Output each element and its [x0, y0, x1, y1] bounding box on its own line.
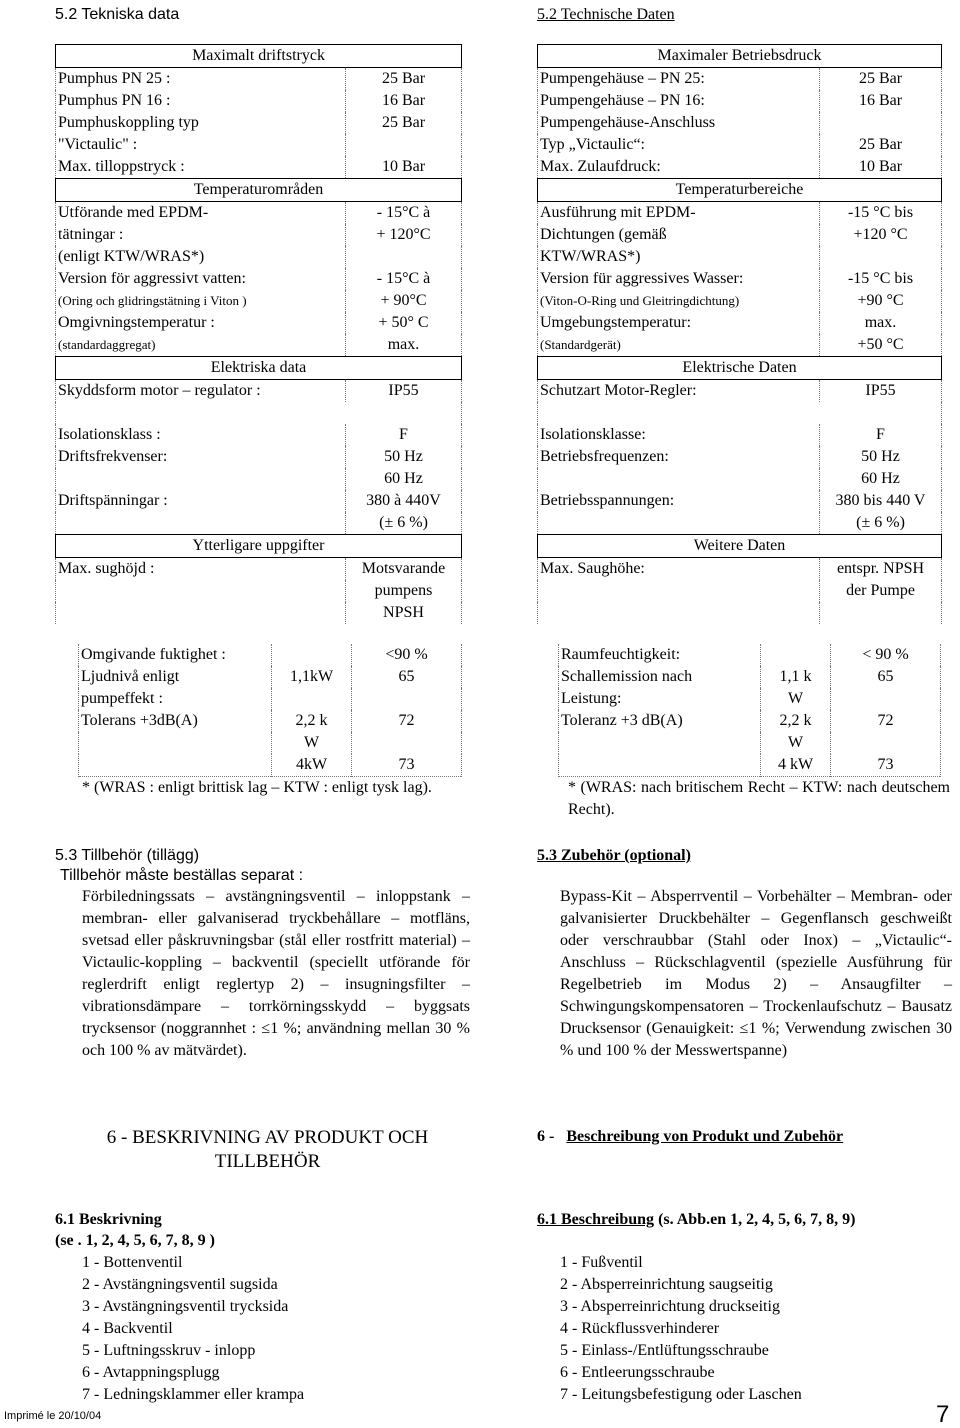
- page-number: 7: [936, 1401, 950, 1428]
- env-cell-c: [352, 688, 462, 710]
- list-item: 5 - Einlass-/Entlüftungsschraube: [560, 1342, 769, 1359]
- row-value: [346, 134, 462, 156]
- table-header-cell: Weitere Daten: [538, 535, 942, 558]
- table-header-row: [538, 179, 942, 202]
- table-row: [56, 290, 462, 312]
- row-label: Max. Saughöhe:: [540, 560, 645, 577]
- table-row: [538, 202, 942, 225]
- env-cell-a: Raumfeuchtigkeit:: [559, 644, 761, 666]
- env-cell-c: 65: [352, 666, 462, 688]
- table-row: [56, 268, 462, 290]
- subsection-title-left: 6.1 Beskrivning: [55, 1211, 162, 1228]
- row-value: [346, 246, 462, 268]
- list-item: 3 - Avstängningsventil trycksida: [82, 1298, 289, 1315]
- row-label: Pumpengehäuse – PN 16:: [540, 92, 705, 109]
- row-value: 50 Hz: [346, 446, 462, 468]
- env-cell-b: W: [761, 688, 831, 710]
- table-row: [56, 468, 462, 490]
- table-header-row: [538, 45, 942, 68]
- table-row: [538, 580, 942, 602]
- env-cell-a: [79, 754, 272, 777]
- row-label: tätningar :: [58, 226, 124, 243]
- list-item: 1 - Bottenventil: [82, 1254, 183, 1271]
- row-value: [820, 112, 942, 134]
- table-row: [56, 490, 462, 512]
- env-cell-c: 73: [352, 754, 462, 777]
- table-row: [56, 380, 462, 403]
- component-list-left: [82, 1252, 304, 1406]
- row-label: Pumphuskoppling typ: [58, 114, 199, 131]
- env-table-left: [78, 644, 462, 777]
- table-row: [538, 312, 942, 334]
- accessories-title-left: 5.3 Tillbehör (tillägg): [55, 847, 200, 864]
- env-cell-b: 4 kW: [761, 754, 831, 777]
- list-item: 1 - Fußventil: [560, 1254, 643, 1271]
- row-value: 10 Bar: [820, 156, 942, 179]
- table-row: [538, 112, 942, 134]
- accessories-text-right: Bypass-Kit – Absperrventil – Vorbehälter – Membran- oder galvanisierter Druckbehälter – Gegenflansch geschweißt oder verschraubbar (Stahl oder Inox) – „Victaulic“-Anschluss – Rückschlagventil (spezielle Ausführung für Regelbetrieb im Modus 2) – Ansaugfilter – Schwingungskompensatoren – Trockenlaufschutz – Bausatz Drucksensor (Genauigkeit: ≤1 %; Verwendung zwischen 30 % und 100 % der Messwertspanne): [560, 888, 952, 1059]
- row-value: + 90°C: [346, 290, 462, 312]
- table-header-cell: Temperaturbereiche: [538, 179, 942, 202]
- env-cell-a: Schallemission nach: [559, 666, 761, 688]
- row-value: F: [346, 424, 462, 446]
- table-row: [56, 134, 462, 156]
- row-label: (Viton-O-Ring und Gleitringdichtung): [540, 293, 740, 308]
- env-row: [79, 754, 462, 777]
- list-item: 7 - Leitungsbefestigung oder Laschen: [560, 1386, 802, 1403]
- env-cell-c: [831, 732, 941, 754]
- env-cell-b: 2,2 k: [272, 710, 352, 732]
- table-row: [538, 224, 942, 246]
- table-row: [56, 512, 462, 535]
- table-row: [538, 334, 942, 357]
- row-value: der Pumpe: [820, 580, 942, 602]
- table-row: [56, 334, 462, 357]
- table-row: [56, 224, 462, 246]
- env-cell-b: W: [761, 732, 831, 754]
- row-label: (Oring och glidringstätning i Viton ): [58, 293, 247, 308]
- table-row: [538, 380, 942, 403]
- env-cell-c: < 90 %: [831, 644, 941, 666]
- row-value: max.: [820, 312, 942, 334]
- env-row: [559, 688, 941, 710]
- row-value: 380 bis 440 V: [820, 490, 942, 512]
- table-header-cell: Ytterligare uppgifter: [56, 535, 462, 558]
- env-cell-c: 72: [831, 710, 941, 732]
- row-label: Pumphus PN 16 :: [58, 92, 171, 109]
- row-label: Schutzart Motor-Regler:: [540, 382, 697, 399]
- row-label: Typ „Victaulic“:: [540, 136, 645, 153]
- table-row: [56, 246, 462, 268]
- table-header-row: [56, 535, 462, 558]
- row-value: +120 °C: [820, 224, 942, 246]
- printed-date: Imprimé le 20/10/04: [4, 1410, 102, 1422]
- list-item: 6 - Avtappningsplugg: [82, 1364, 220, 1381]
- table-row: [538, 90, 942, 112]
- env-cell-a: [79, 732, 272, 754]
- accessories-text-left: Förbiledningssats – avstängningsventil – inloppstank – membran- eller galvaniserad tryckbehållare – motfläns, svetsad eller påskruvningsbar (stål eller rostfritt material) – Victaulic-koppling – backventil (speciellt utförande för reglerdrift enligt reglertyp 2) – insugningsfilter – vibrationsdämpare – torrkörningsskydd – byggsats trycksensor (noggrannhet : ≤1 %; användning mellan 30 % och 100 % av mätvärdet).: [82, 888, 470, 1059]
- env-cell-c: 72: [352, 710, 462, 732]
- table-row: [56, 580, 462, 602]
- row-label: Version für aggressives Wasser:: [540, 270, 744, 287]
- row-label: KTW/WRAS*): [540, 248, 641, 265]
- env-cell-b: 1,1 k: [761, 666, 831, 688]
- row-label: Max. sughöjd :: [58, 560, 155, 577]
- env-row: [559, 732, 941, 754]
- table-gap-row: [538, 402, 942, 424]
- table-header-cell: Temperaturområden: [56, 179, 462, 202]
- row-label: Dichtungen (gemäß: [540, 226, 667, 243]
- env-row: [79, 710, 462, 732]
- list-item: 3 - Absperreinrichtung druckseitig: [560, 1298, 780, 1315]
- table-row: [538, 68, 942, 91]
- table-row: [56, 602, 462, 624]
- row-label: Betriebsfrequenzen:: [540, 448, 669, 465]
- tech-table-left: [55, 44, 462, 624]
- row-label: Umgebungstemperatur:: [540, 314, 692, 331]
- env-cell-a: Omgivande fuktighet :: [79, 644, 272, 666]
- env-cell-c: 73: [831, 754, 941, 777]
- table-gap-row: [56, 402, 462, 424]
- table-row: [56, 558, 462, 581]
- accessories-intro-left: Tillbehör måste beställas separat :: [60, 867, 304, 884]
- row-label: Pumphus PN 25 :: [58, 70, 171, 87]
- env-cell-a: Tolerans +3dB(A): [79, 710, 272, 732]
- subsection-ref-left: (se . 1, 2, 4, 5, 6, 7, 8, 9 ): [55, 1232, 215, 1249]
- row-value: max.: [346, 334, 462, 357]
- row-value: 10 Bar: [346, 156, 462, 179]
- list-item: 2 - Absperreinrichtung saugseitig: [560, 1276, 773, 1293]
- table-row: [538, 156, 942, 179]
- row-label: Max. tilloppstryck :: [58, 158, 185, 175]
- table-row: [56, 68, 462, 91]
- table-row: [538, 602, 942, 624]
- env-cell-b: [272, 688, 352, 710]
- row-label: Driftspänningar :: [58, 492, 168, 509]
- row-label: Version för aggressivt vatten:: [58, 270, 246, 287]
- table-row: [538, 246, 942, 268]
- row-value: 25 Bar: [820, 68, 942, 91]
- table-row: [56, 112, 462, 134]
- env-cell-b: [761, 644, 831, 666]
- list-item: 5 - Luftningsskruv - inlopp: [82, 1342, 256, 1359]
- row-value: -15 °C bis: [820, 202, 942, 225]
- table-row: [538, 490, 942, 512]
- env-cell-a: [559, 754, 761, 777]
- row-value: [820, 246, 942, 268]
- env-cell-c: [352, 732, 462, 754]
- env-row: [559, 710, 941, 732]
- row-value: 60 Hz: [346, 468, 462, 490]
- table-row: [538, 446, 942, 468]
- row-label: Utförande med EPDM-: [58, 204, 209, 221]
- row-label: Isolationsklass :: [58, 426, 161, 443]
- list-item: 7 - Ledningsklammer eller krampa: [82, 1386, 305, 1403]
- table-row: [538, 558, 942, 581]
- env-cell-a: pumpeffekt :: [79, 688, 272, 710]
- row-value: + 50° C: [346, 312, 462, 334]
- env-row: [559, 754, 941, 777]
- env-cell-a: Leistung:: [559, 688, 761, 710]
- subsection-title-right: 6.1 Beschreibung (s. Abb.en 1, 2, 4, 5, 6, 7, 8, 9): [537, 1211, 856, 1228]
- table-row: [56, 312, 462, 334]
- row-label: (Standardgerät): [540, 337, 621, 352]
- row-value: IP55: [346, 380, 462, 403]
- table-row: [56, 446, 462, 468]
- row-value: -15 °C bis: [820, 268, 942, 290]
- row-value: [820, 602, 942, 624]
- table-row: [56, 424, 462, 446]
- table-row: [538, 512, 942, 535]
- env-cell-b: 4kW: [272, 754, 352, 777]
- table-header-row: [56, 45, 462, 68]
- env-cell-c: <90 %: [352, 644, 462, 666]
- row-value: 380 à 440V: [346, 490, 462, 512]
- row-label: Skyddsform motor – regulator :: [58, 382, 261, 399]
- table-header-row: [56, 357, 462, 380]
- row-value: 16 Bar: [820, 90, 942, 112]
- row-value: +50 °C: [820, 334, 942, 357]
- env-cell-a: [559, 732, 761, 754]
- env-cell-a: Ljudnivå enligt: [79, 666, 272, 688]
- env-row: [559, 644, 941, 666]
- chapter6-title-left: 6 - BESKRIVNING AV PRODUKT OCH TILLBEHÖR: [106, 1127, 429, 1172]
- env-cell-b: [272, 644, 352, 666]
- env-row: [559, 666, 941, 688]
- table-header-row: [56, 179, 462, 202]
- section-title-right: 5.2 Technische Daten: [537, 6, 675, 23]
- table-row: [56, 156, 462, 179]
- row-value: (± 6 %): [820, 512, 942, 535]
- row-label: Betriebsspannungen:: [540, 492, 675, 509]
- list-item: 2 - Avstängningsventil sugsida: [82, 1276, 278, 1293]
- table-header-cell: Maximalt driftstryck: [56, 45, 462, 68]
- tech-table-right: [537, 44, 942, 624]
- row-value: - 15°C à: [346, 202, 462, 225]
- env-row: [79, 732, 462, 754]
- env-cell-c: [831, 688, 941, 710]
- table-header-cell: Elektrische Daten: [538, 357, 942, 380]
- row-value: Motsvarande: [346, 558, 462, 581]
- row-label: (standardaggregat): [58, 337, 156, 352]
- row-label: Omgivningstemperatur :: [58, 314, 215, 331]
- row-label: Pumpengehäuse-Anschluss: [540, 114, 716, 131]
- env-table-right: [558, 644, 941, 777]
- list-item: 6 - Entleerungsschraube: [560, 1364, 715, 1381]
- table-row: [538, 268, 942, 290]
- row-value: 60 Hz: [820, 468, 942, 490]
- row-value: F: [820, 424, 942, 446]
- row-value: + 120°C: [346, 224, 462, 246]
- row-label: Max. Zulaufdruck:: [540, 158, 661, 175]
- env-row: [79, 688, 462, 710]
- table-header-row: [538, 357, 942, 380]
- footnote-right: * (WRAS: nach britischem Recht – KTW: nach deutschem Recht).: [568, 779, 950, 818]
- section-title-left: 5.2 Tekniska data: [55, 6, 180, 23]
- table-row: [538, 424, 942, 446]
- table-row: [538, 134, 942, 156]
- row-value: 25 Bar: [820, 134, 942, 156]
- row-label: Driftsfrekvenser:: [58, 448, 168, 465]
- env-row: [79, 644, 462, 666]
- row-value: 16 Bar: [346, 90, 462, 112]
- table-row: [538, 468, 942, 490]
- env-cell-a: Toleranz +3 dB(A): [559, 710, 761, 732]
- table-row: [538, 290, 942, 312]
- row-label: Pumpengehäuse – PN 25:: [540, 70, 705, 87]
- row-label: Ausführung mit EPDM-: [540, 204, 696, 221]
- row-value: pumpens: [346, 580, 462, 602]
- row-label: Isolationsklasse:: [540, 426, 646, 443]
- row-value: - 15°C à: [346, 268, 462, 290]
- row-value: 25 Bar: [346, 112, 462, 134]
- env-row: [79, 666, 462, 688]
- row-value: +90 °C: [820, 290, 942, 312]
- env-cell-c: 65: [831, 666, 941, 688]
- env-cell-b: 1,1kW: [272, 666, 352, 688]
- table-header-cell: Maximaler Betriebsdruck: [538, 45, 942, 68]
- row-value: 50 Hz: [820, 446, 942, 468]
- table-row: [56, 90, 462, 112]
- env-cell-b: 2,2 k: [761, 710, 831, 732]
- footnote-left: * (WRAS : enligt brittisk lag – KTW : enligt tysk lag).: [82, 779, 432, 796]
- env-cell-b: W: [272, 732, 352, 754]
- accessories-title-right: 5.3 Zubehör (optional): [537, 847, 691, 864]
- row-value: 25 Bar: [346, 68, 462, 91]
- table-row: [56, 202, 462, 225]
- chapter6-title-right: 6 - Beschreibung von Produkt und Zubehör: [537, 1128, 844, 1145]
- row-value: IP55: [820, 380, 942, 403]
- table-header-cell: Elektriska data: [56, 357, 462, 380]
- row-label: "Victaulic" :: [58, 136, 138, 153]
- row-label: (enligt KTW/WRAS*): [58, 248, 205, 265]
- list-item: 4 - Rückflussverhinderer: [560, 1320, 720, 1337]
- row-value: entspr. NPSH: [820, 558, 942, 581]
- list-item: 4 - Backventil: [82, 1320, 173, 1337]
- table-header-row: [538, 535, 942, 558]
- row-value: (± 6 %): [346, 512, 462, 535]
- row-value: NPSH: [346, 602, 462, 624]
- component-list-right: [560, 1252, 802, 1406]
